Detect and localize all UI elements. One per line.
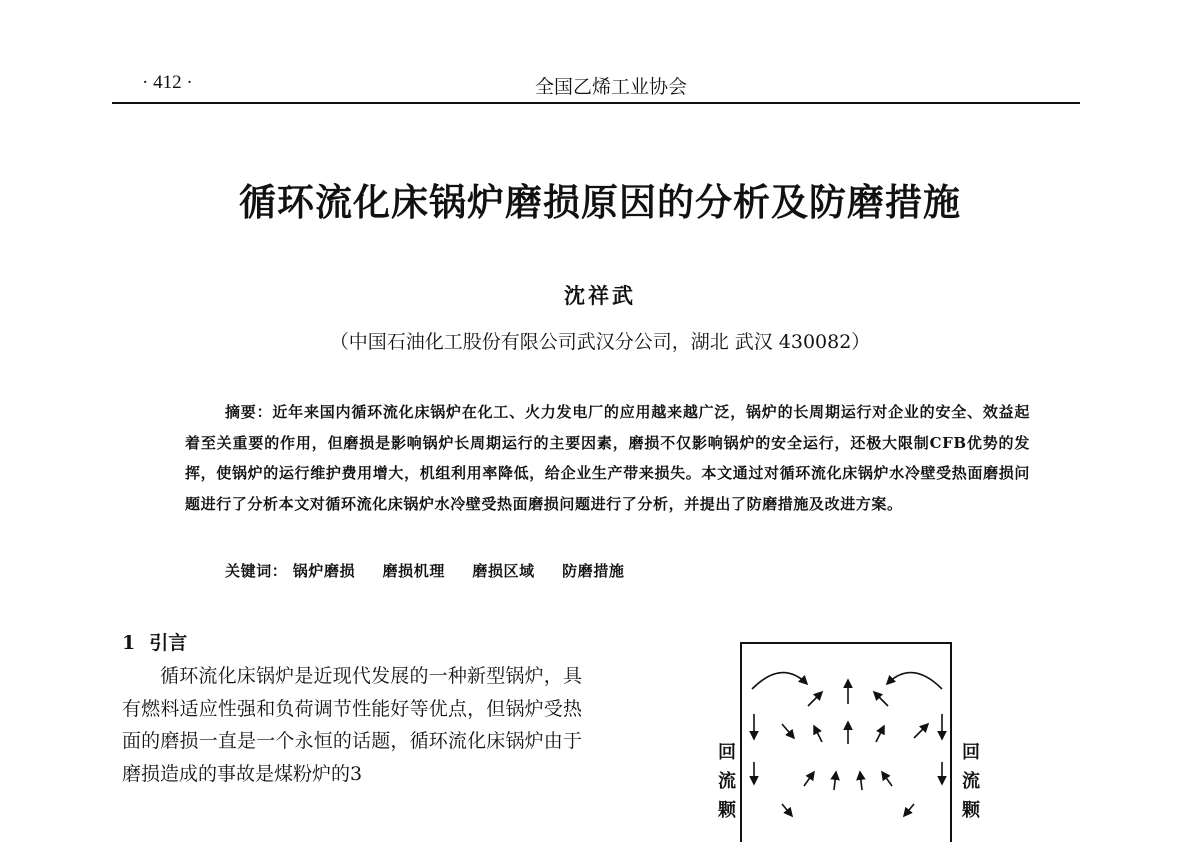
- left-label-char: 颗: [718, 800, 736, 821]
- right-label-char: 颗: [962, 800, 980, 821]
- abstract-label: 摘要：: [225, 403, 273, 421]
- journal-name: 全国乙烯工业协会: [534, 76, 687, 98]
- keyword-item: 防磨措施: [562, 562, 625, 580]
- flow-arrows: [742, 644, 954, 844]
- left-label-char: 回: [718, 742, 736, 763]
- body-paragraph: [122, 660, 582, 790]
- section-heading: [122, 628, 187, 655]
- right-flow-label: [958, 738, 984, 825]
- keywords: [225, 560, 647, 581]
- left-flow-label: [714, 738, 740, 825]
- curved-arrow-left: [752, 673, 807, 689]
- section-title: 引言: [149, 632, 188, 654]
- curved-arrow-right: [887, 673, 942, 689]
- right-label-char: 流: [962, 771, 980, 792]
- author-name: 沈祥武: [564, 283, 636, 308]
- article-title: 循环流化床锅炉磨损原因的分析及防磨措施: [239, 181, 961, 224]
- keyword-item: 磨损机理: [382, 562, 445, 580]
- left-label-char: 流: [718, 771, 736, 792]
- author-affiliation: （中国石油化工股份有限公司武汉分公司，湖北 武汉 430082）: [329, 331, 871, 353]
- right-label-char: 回: [962, 742, 980, 763]
- page-header: [112, 70, 1080, 104]
- keyword-item: 锅炉磨损: [292, 562, 356, 580]
- page-number: · 412 ·: [142, 72, 193, 93]
- keywords-label: 关键词：: [225, 562, 288, 580]
- section-number: 1: [122, 632, 136, 654]
- abstract: [185, 397, 1030, 519]
- paragraph-text: 循环流化床锅炉是近现代发展的一种新型锅炉，具有燃料适应性强和负荷调节性能好等优点，但锅炉受热面的磨损一直是一个永恒的话题，循环流化床锅炉由于磨损造成的事故是煤粉炉的3: [122, 665, 582, 785]
- keyword-item: 磨损区域: [472, 562, 535, 580]
- abstract-text: 近年来国内循环流化床锅炉在化工、火力发电厂的应用越来越广泛，锅炉的长周期运行对企业的安全、效益起着至关重要的作用，但磨损是影响锅炉长周期运行的主要因素，磨损不仅影响锅炉的安全运行，还极大限制CFB优势的发挥，使锅炉的运行维护费用增大，机组利用率降低，给企业生产带来损失。本文通过对循环流化床锅炉水冷壁受热面磨损问题进行了分析本文对循环流化床锅炉水冷壁受热面磨损问题进行了分析，并提出了防磨措施及改进方案。: [185, 403, 1030, 513]
- flow-diagram: [740, 642, 952, 842]
